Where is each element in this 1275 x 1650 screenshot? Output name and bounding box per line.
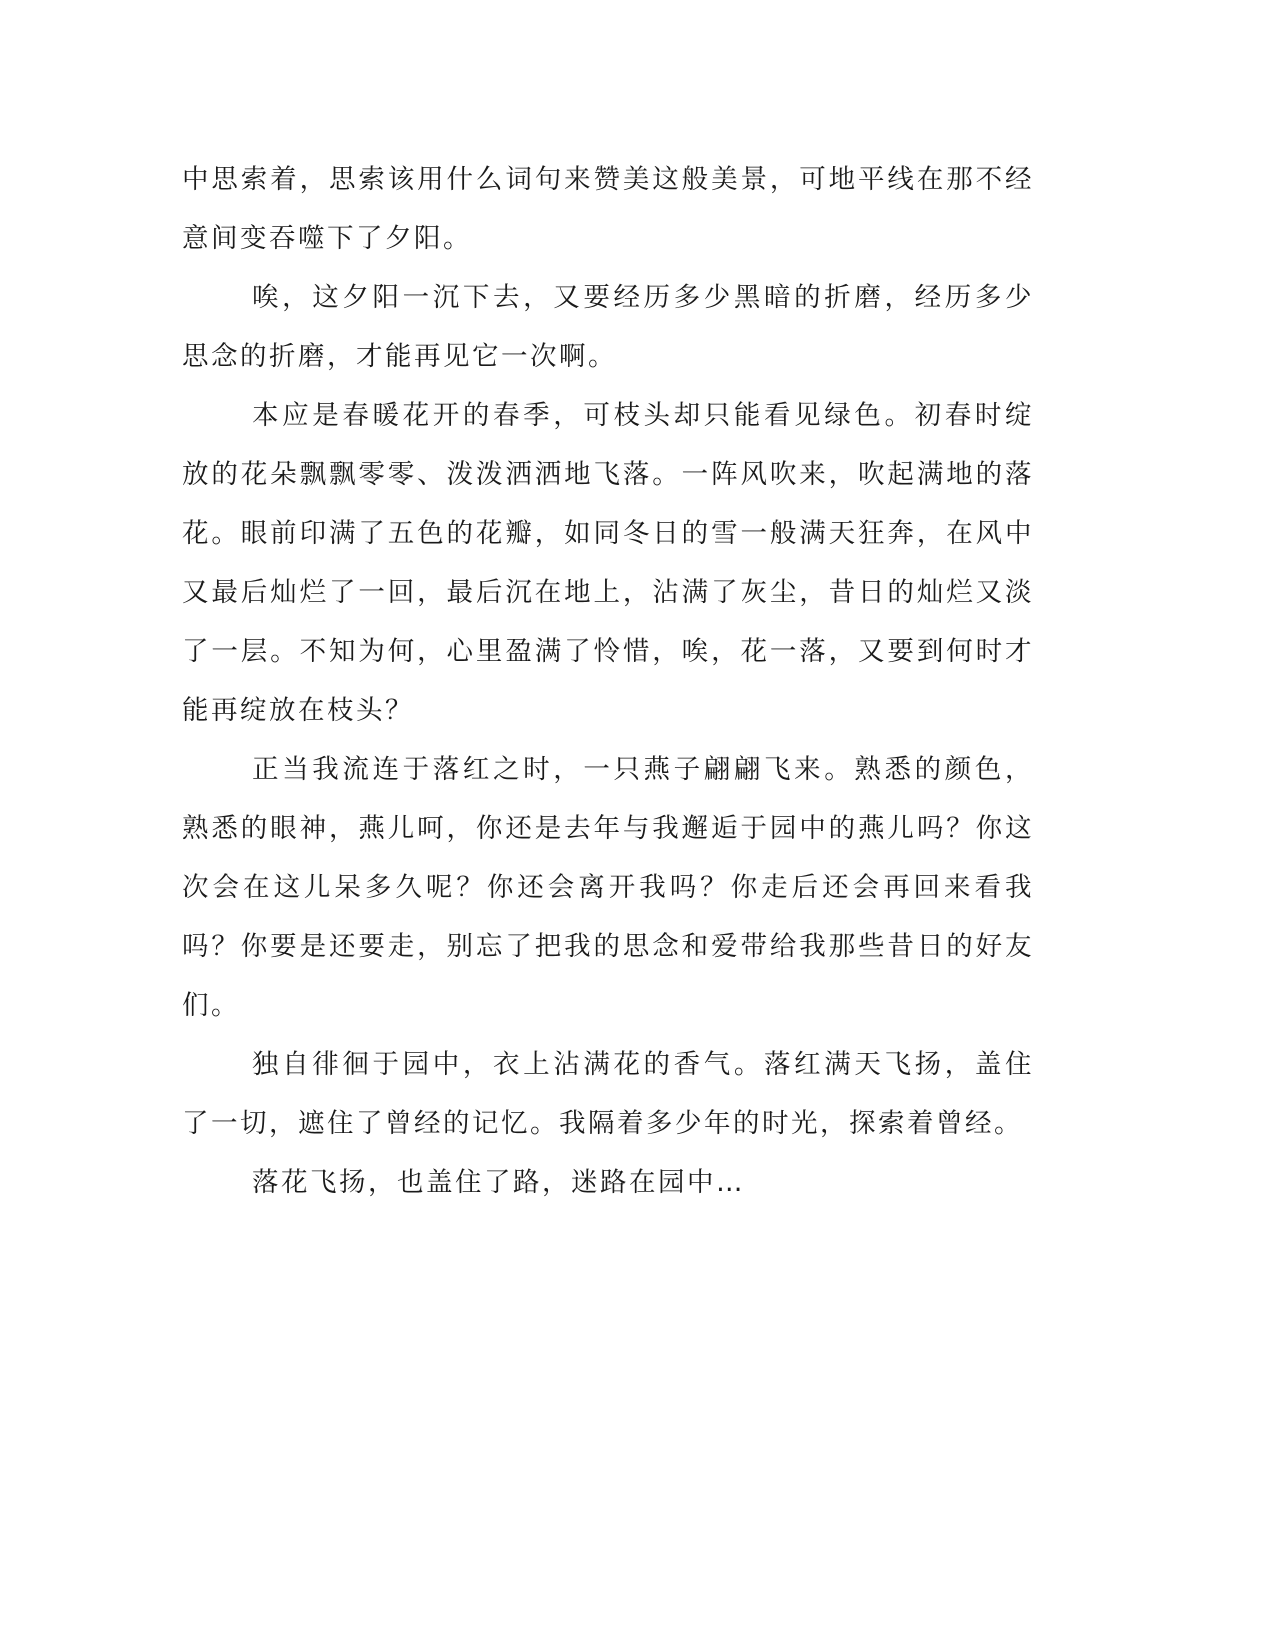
document-body: [182, 150, 1034, 1212]
paragraph: 落花飞扬，也盖住了路，迷路在园中…: [252, 1167, 745, 1198]
paragraph: 正当我流连于落红之时，一只燕子翩翩飞来。熟悉的颜色，熟悉的眼神，燕儿呵，你还是去年与我邂逅于园中的燕儿吗？你这次会在这儿呆多久呢？你还会离开我吗？你走后还会再回来看我吗？你要是还要走，别忘了把我的思念和爱带给我那些昔日的好友们。: [182, 754, 1034, 1021]
paragraph: 唉，这夕阳一沉下去，又要经历多少黑暗的折磨，经历多少思念的折磨，才能再见它一次啊。: [182, 282, 1034, 372]
paragraph: 本应是春暖花开的春季，可枝头却只能看见绿色。初春时绽放的花朵飘飘零零、泼泼洒洒地飞落。一阵风吹来，吹起满地的落花。眼前印满了五色的花瓣，如同冬日的雪一般满天狂奔，在风中又最后灿烂了一回，最后沉在地上，沾满了灰尘，昔日的灿烂又淡了一层。不知为何，心里盈满了怜惜，唉，花一落，又要到何时才能再绽放在枝头？: [182, 400, 1034, 726]
paragraph-continuation: 中思索着，思索该用什么词句来赞美这般美景，可地平线在那不经意间变吞噬下了夕阳。: [182, 164, 1034, 254]
paragraph: 独自徘徊于园中，衣上沾满花的香气。落红满天飞扬，盖住了一切，遮住了曾经的记忆。我隔着多少年的时光，探索着曾经。: [182, 1049, 1034, 1139]
